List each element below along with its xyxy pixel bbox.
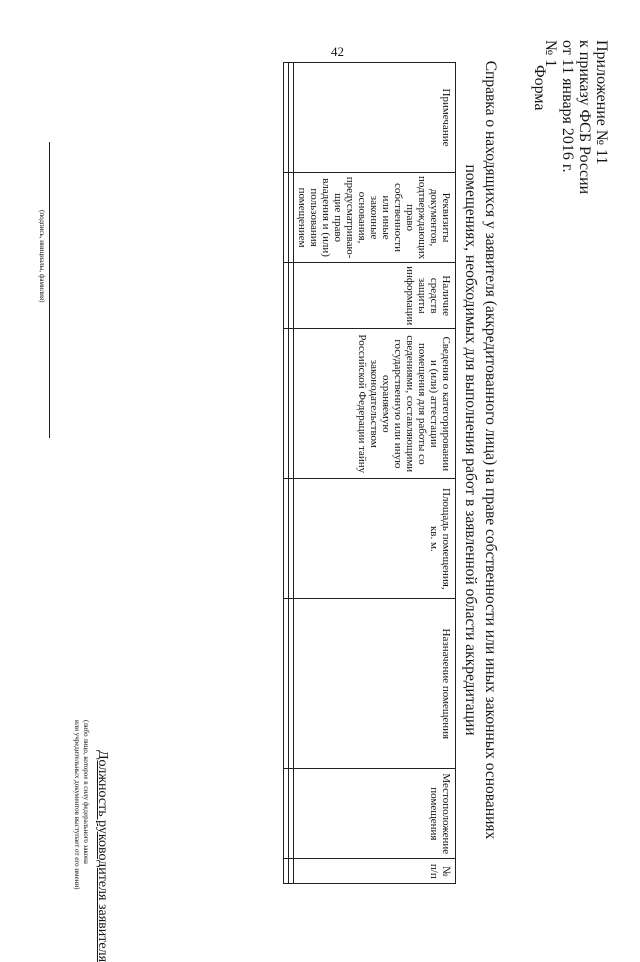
appendix-line-4: № 1 bbox=[542, 40, 559, 68]
header-note: Примечание bbox=[294, 63, 456, 173]
table-cell bbox=[284, 769, 289, 859]
table-cell bbox=[289, 263, 294, 329]
header-area: Площадь помещения, кв. м. bbox=[294, 479, 456, 599]
table-empty-row bbox=[289, 63, 294, 884]
page-number: 42 bbox=[331, 44, 344, 59]
table-cell bbox=[284, 859, 289, 884]
header-ownership-documents: Реквизиты документов, подтверждающих право собственности или иные законные основания, предусматриваю-щие право владения и (или) пользования помещением bbox=[294, 173, 456, 263]
appendix-reference bbox=[542, 40, 610, 220]
header-protection-means: Наличие средств защиты информации bbox=[294, 263, 456, 329]
appendix-line-1: Приложение № 11 bbox=[593, 40, 610, 165]
table-cell bbox=[289, 173, 294, 263]
table-cell bbox=[284, 479, 289, 599]
table-empty-row bbox=[284, 63, 289, 884]
table-cell bbox=[284, 599, 289, 769]
table-cell bbox=[284, 329, 289, 479]
table-cell bbox=[289, 479, 294, 599]
signature-block bbox=[30, 130, 110, 962]
head-position-note-line-1: (либо лицо, которое в силу федерального закона bbox=[82, 720, 90, 864]
header-number: № п/п bbox=[294, 859, 456, 884]
table-cell bbox=[289, 769, 294, 859]
table-header-row bbox=[294, 63, 456, 884]
document-title: Справка о находящихся у заявителя (аккредитованного лица) на праве собственности или иных законных основаниях помещениях, необходимых для выполнения работ в заявленной области аккредитации bbox=[462, 60, 499, 840]
appendix-line-2: к приказу ФСБ России bbox=[576, 40, 593, 195]
signature-caption: (подпись, инициалы, фамилия) bbox=[38, 210, 46, 303]
table-cell bbox=[284, 63, 289, 173]
appendix-line-3: от 11 января 2016 г. bbox=[559, 40, 576, 173]
form-label: Форма bbox=[531, 65, 548, 111]
table-cell bbox=[289, 599, 294, 769]
rotated-form-sheet bbox=[0, 40, 620, 962]
head-position-note bbox=[72, 720, 90, 950]
header-location: Местоположение помещения bbox=[294, 769, 456, 859]
header-purpose: Назначение помещения bbox=[294, 599, 456, 769]
signature-line bbox=[49, 142, 50, 438]
table-cell bbox=[284, 173, 289, 263]
table-cell bbox=[289, 63, 294, 173]
table-cell bbox=[284, 263, 289, 329]
header-certification-info: Сведения о категорировании и (или) аттестации помещения для работы со сведениями, составляющими государственную или иную охраняемую законодательством Российской Федерации тайну bbox=[294, 329, 456, 479]
head-position-note-line-2: или учредительных документов выступает от его имени) bbox=[73, 720, 81, 890]
table-cell bbox=[289, 329, 294, 479]
premises-table bbox=[283, 62, 456, 884]
head-position-label: Должность руководителя заявителя bbox=[95, 750, 110, 962]
table-cell bbox=[289, 859, 294, 884]
